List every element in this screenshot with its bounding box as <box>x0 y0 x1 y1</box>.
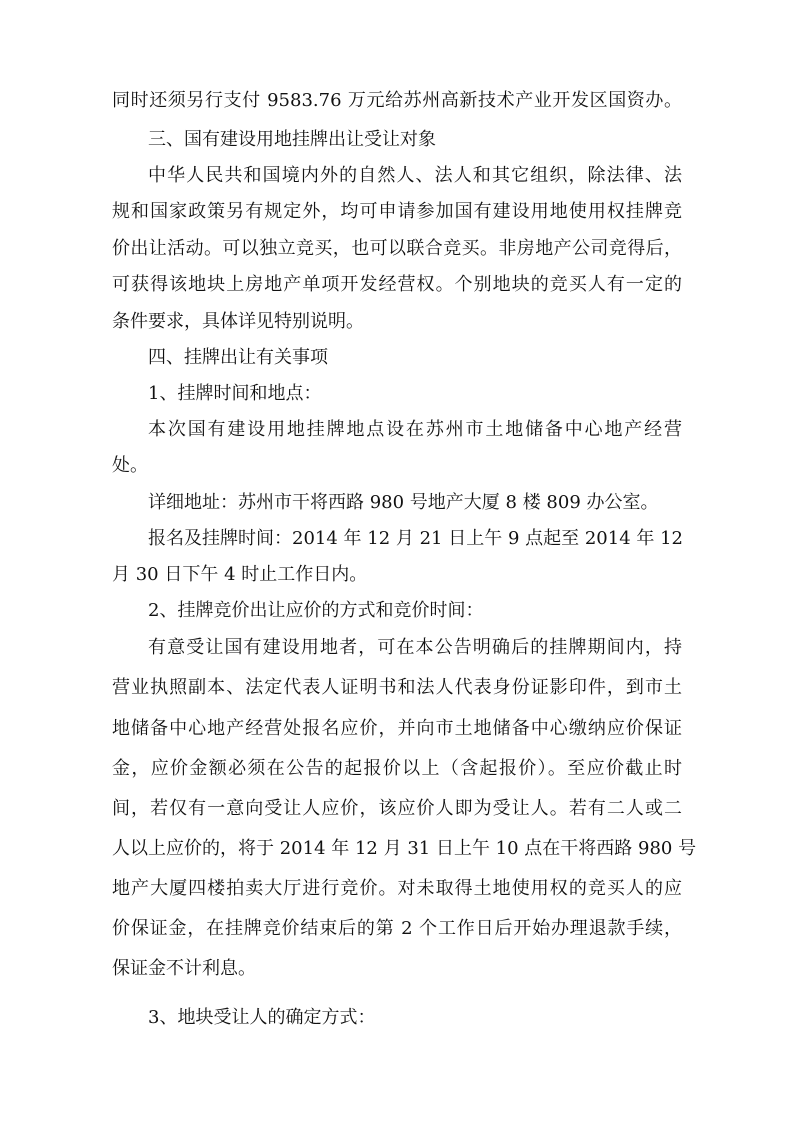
paragraph-line: 地产大厦四楼拍卖大厅进行竞价。对未取得土地使用权的竞买人的应 <box>112 878 682 899</box>
paragraph-line: 价保证金，在挂牌竞价结束后的第 2 个工作日后开始办理退款手续， <box>112 918 682 939</box>
paragraph-line: 同时还须另行支付 9583.76 万元给苏州高新技术产业开发区国资办。 <box>112 90 682 111</box>
paragraph-line: 规和国家政策另有规定外，均可申请参加国有建设用地使用权挂牌竞 <box>112 201 682 222</box>
paragraph-line: 月 30 日下午 4 时止工作日内。 <box>112 564 368 585</box>
paragraph-line: 营业执照副本、法定代表人证明书和法人代表身份证影印件，到市土 <box>112 677 682 698</box>
paragraph-line: 地储备中心地产经营处报名应价，并向市土地储备中心缴纳应价保证 <box>112 718 682 739</box>
paragraph-line: 价出让活动。可以独立竞买，也可以联合竞买。非房地产公司竞得后， <box>112 238 682 259</box>
subsection-heading-2: 2、挂牌竞价出让应价的方式和竞价时间： <box>148 600 484 621</box>
section-heading-3: 三、国有建设用地挂牌出让受让对象 <box>148 129 436 150</box>
paragraph-line: 条件要求，具体详见特别说明。 <box>112 311 364 332</box>
paragraph-line: 详细地址：苏州市干将西路 980 号地产大厦 8 楼 809 办公室。 <box>148 492 659 513</box>
paragraph-line: 处。 <box>112 455 148 476</box>
subsection-heading-3: 3、地块受让人的确定方式： <box>148 1007 376 1028</box>
paragraph-line: 本次国有建设用地挂牌地点设在苏州市土地储备中心地产经营 <box>148 419 682 440</box>
paragraph-line: 有意受让国有建设用地者，可在本公告明确后的挂牌期间内，持 <box>148 637 682 658</box>
subsection-heading-1: 1、挂牌时间和地点： <box>148 383 322 404</box>
paragraph-line: 人以上应价的，将于 2014 年 12 月 31 日上午 10 点在干将西路 980 号 <box>112 838 697 859</box>
paragraph-line: 中华人民共和国境内外的自然人、法人和其它组织，除法律、法 <box>148 165 682 186</box>
section-heading-4: 四、挂牌出让有关事项 <box>148 347 328 368</box>
paragraph-line: 报名及挂牌时间：2014 年 12 月 21 日上午 9 点起至 2014 年 12 <box>148 528 683 549</box>
paragraph-line: 保证金不计利息。 <box>112 958 256 979</box>
paragraph-line: 金，应价金额必须在公告的起报价以上（含起报价）。至应价截止时 <box>112 758 682 779</box>
paragraph-line: 可获得该地块上房地产单项开发经营权。个别地块的竞买人有一定的 <box>112 274 682 295</box>
paragraph-line: 间，若仅有一意向受让人应价，该应价人即为受让人。若有二人或二 <box>112 798 682 819</box>
